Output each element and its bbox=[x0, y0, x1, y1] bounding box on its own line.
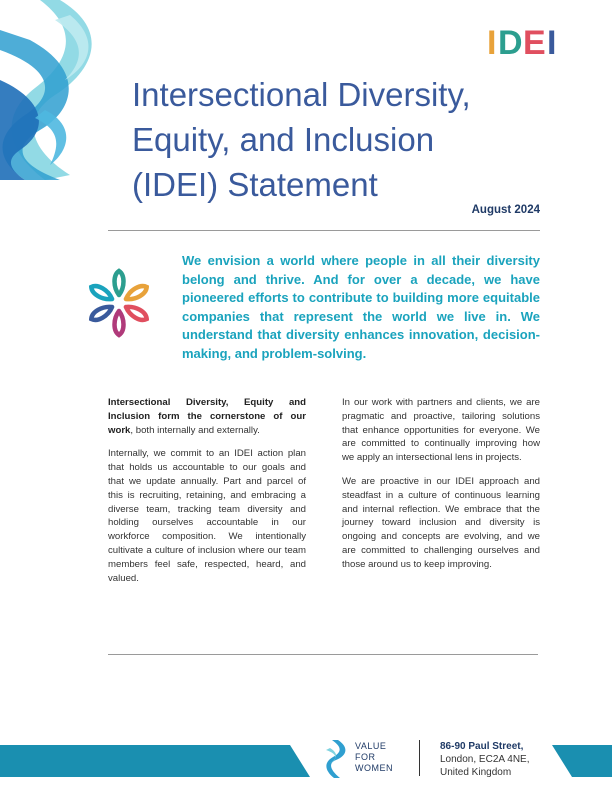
decorative-wave-graphic bbox=[0, 0, 110, 180]
idei-logo-letter-d: D bbox=[498, 24, 523, 58]
page-title bbox=[132, 72, 552, 207]
idei-logo bbox=[487, 24, 561, 58]
right-paragraph-1: In our work with partners and clients, we are pragmatic and proactive, tailoring solutions that enhance opportunities for everyone. We are committed to continually improving how we apply an intersectional lens in projects. bbox=[342, 397, 540, 464]
address-street: 86-90 Paul Street, bbox=[440, 741, 524, 752]
left-paragraph-1-rest: , both internally and externally. bbox=[130, 424, 260, 436]
divider-bottom bbox=[108, 654, 538, 655]
vision-statement: We envision a world where people in all their diversity belong and thrive. And for over a decade, we have pioneered efforts to contribute to building more equitable companies that represent the world we live in. We understand that diversity enhances innovation, decision-making, and problem-solving. bbox=[182, 253, 540, 361]
title-line-3: (IDEI) Statement bbox=[132, 166, 378, 203]
footer-vertical-divider bbox=[419, 740, 420, 776]
divider-top bbox=[108, 230, 540, 231]
title-line-2: Equity, and Inclusion bbox=[132, 121, 435, 158]
logo-line-2: FOR bbox=[355, 752, 376, 762]
address-city: London, EC2A 4NE, bbox=[440, 754, 530, 765]
footer-address bbox=[440, 740, 530, 779]
left-paragraph-2: Internally, we commit to an IDEI action plan that holds us accountable to our goals and that we update annually. Part and parcel of this is recruiting, retaining, and embracing a diverse team, tracking team diversity and holding ourselves accountable in our workforce composition. We intentionally cultivate a culture of inclusion where our team members feel safe, respected, heard, and valued. bbox=[108, 448, 306, 584]
address-country: United Kingdom bbox=[440, 767, 512, 778]
statement-date: August 2024 bbox=[471, 204, 540, 216]
right-paragraph-2: We are proactive in our IDEI approach and steadfast in a culture of continuous learning and internal reflection. We embrace that the journey toward inclusion and diversity is ongoing and concepts are evolving, and we are committed to challenging ourselves and those around us to keep improving. bbox=[342, 475, 540, 570]
value-for-women-logo-text bbox=[355, 741, 393, 774]
logo-line-3: WOMEN bbox=[355, 763, 393, 773]
left-paragraph-1 bbox=[108, 396, 306, 437]
idei-logo-letter-i1: I bbox=[487, 24, 497, 58]
idei-logo-letter-e: E bbox=[523, 24, 546, 58]
footer-band-right bbox=[552, 745, 612, 777]
body-column-left bbox=[108, 396, 306, 595]
value-for-women-logo-mark bbox=[324, 740, 350, 778]
title-line-1: Intersectional Diversity, bbox=[132, 76, 471, 113]
body-column-right bbox=[342, 396, 540, 582]
left-paragraph-1-bold: Intersectional Diversity, Equity and Inclusion form the cornerstone of our work bbox=[108, 397, 306, 436]
logo-line-1: VALUE bbox=[355, 741, 387, 751]
idei-logo-letter-i2: I bbox=[547, 24, 557, 58]
diversity-flower-icon bbox=[80, 264, 158, 342]
footer-band-left bbox=[0, 745, 310, 777]
